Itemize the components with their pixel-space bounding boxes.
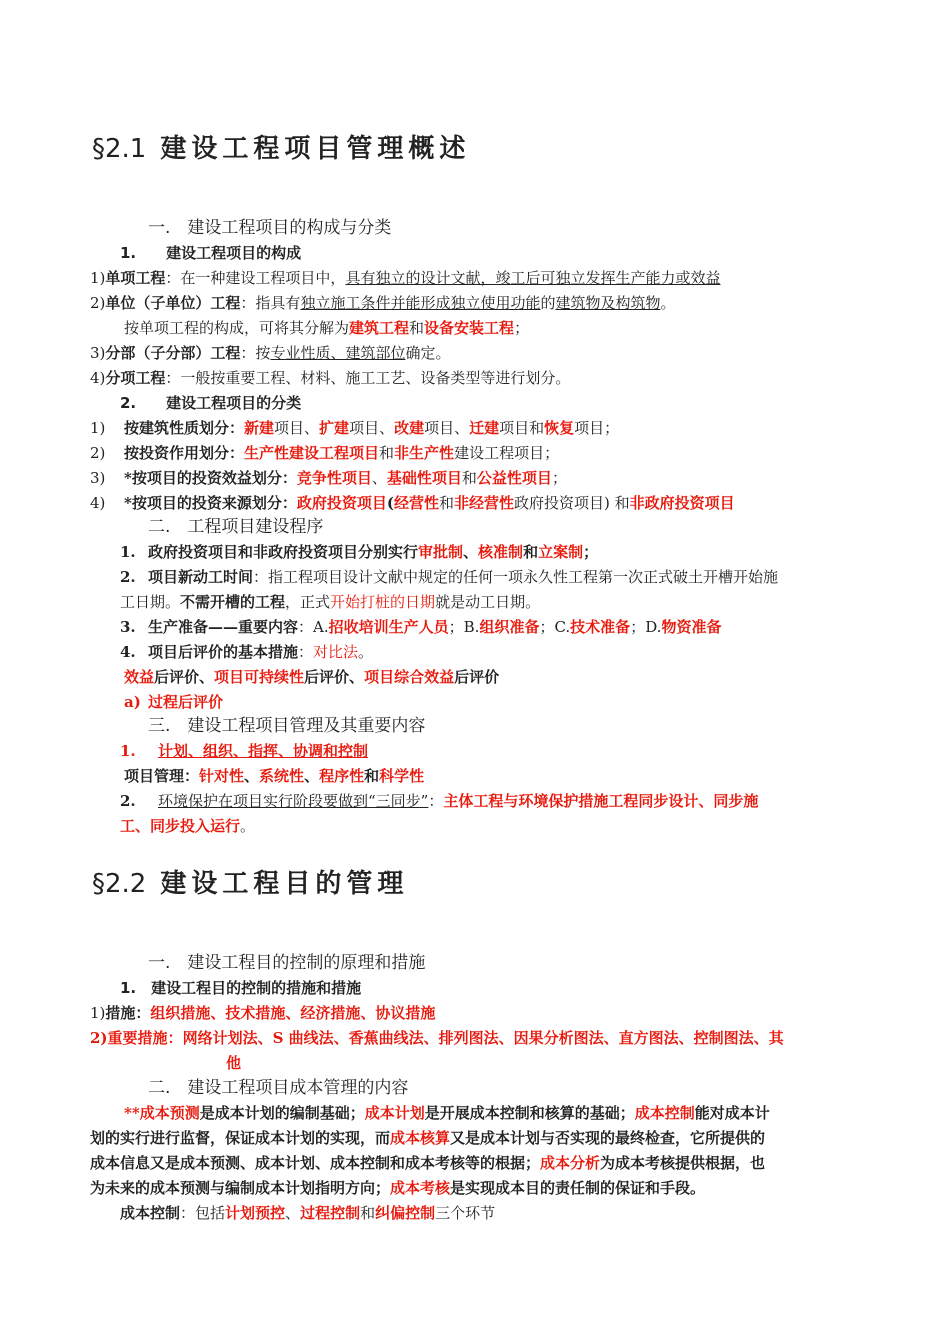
subheading-composition: 1. 建设工程项目的构成 xyxy=(120,244,302,262)
line-single-project: 1)单项工程：在一种建设工程项目中，具有独立的设计文献，竣工后可独立发挥生产能力或效益 xyxy=(90,269,721,287)
line-three-synchronous-cont: 工、同步投入运行。 xyxy=(120,817,256,835)
paragraph-cost-line-2: 划的实行进行监督，保证成本计划的实现，而成本核算又是成本计划与否实现的最终检查，它所提供的 xyxy=(90,1129,766,1147)
line-subitem-project: 4)分项工程：一般按重要工程、材料、施工工艺、设备类型等进行划分。 xyxy=(90,369,571,387)
heading-construction-procedure: 二. 工程项目建设程序 xyxy=(148,517,324,537)
line-decomposition: 按单项工程的构成，可将其分解为建筑工程和设备安装工程； xyxy=(124,319,530,337)
paragraph-cost-line-4: 为未来的成本预测与编制成本计划指明方向；成本考核是实现成本目的责任制的保证和手段。 xyxy=(90,1179,706,1197)
line-unit-project: 2)单位（子单位）工程：指具有独立施工条件并能形成独立使用功能的建筑物及构筑物。 xyxy=(90,294,676,312)
line-management-functions: 1. 计划、组织、指挥、协调和控制 xyxy=(120,742,369,760)
line-classify-source: 4) *按项目的投资来源划分：政府投资项目(经营性和非经营性政府投资项目) 和非政府投资项目 xyxy=(90,494,735,512)
line-post-evaluation: 4. 项目后评价的基本措施：对比法。 xyxy=(120,643,374,661)
line-approval-system: 1. 政府投资项目和非政府投资项目分别实行审批制、核准制和立案制； xyxy=(120,543,599,561)
subheading-classification: 2. 建设工程项目的分类 xyxy=(120,394,302,412)
line-cost-control-stages: 成本控制：包括计划预控、过程控制和纠偏控制三个环节 xyxy=(120,1204,496,1222)
subheading-control-measures: 1. 建设工程目的控制的措施和措施 xyxy=(120,979,362,997)
line-measures: 1)措施：组织措施、技术措施、经济措施、协议措施 xyxy=(90,1004,436,1022)
line-classify-nature: 1) 按建筑性质划分：新建项目、扩建项目、改建项目、迁建项目和恢复项目； xyxy=(90,419,620,437)
line-evaluation-types: 效益后评价、项目可持续性后评价、项目综合效益后评价 xyxy=(124,668,500,686)
line-three-synchronous: 2. 环境保护在项目实行阶段要做到“三同步”：主体工程与环境保护措施工程同步设计、同步施 xyxy=(120,792,759,810)
paragraph-cost-line-1: **成本预测是成本计划的编制基础；成本计划是开展成本控制和核算的基础；成本控制能对成本计 xyxy=(124,1104,770,1122)
heading-target-control: 一. 建设工程目的控制的原理和措施 xyxy=(148,953,426,973)
paragraph-cost-line-3: 成本信息又是成本预测、成本计划、成本控制和成本考核等的根据；成本分析为成本考核提供根据，也 xyxy=(90,1154,766,1172)
heading-cost-management: 二. 建设工程项目成本管理的内容 xyxy=(148,1078,409,1098)
line-production-prep: 3. 生产准备——重要内容：A.招收培训生产人员；B.组织准备；C.技术准备；D.物资准备 xyxy=(120,618,722,636)
line-start-time-cont: 工日期。不需开槽的工程，正式开始打桩的日期就是动工日期。 xyxy=(120,593,541,611)
line-management-features: 项目管理：针对性、系统性、程序性和科学性 xyxy=(124,767,425,785)
line-classify-benefit: 3) *按项目的投资效益划分：竞争性项目、基础性项目和公益性项目； xyxy=(90,469,567,487)
line-main-methods-cont: 他 xyxy=(226,1054,242,1072)
section-2-1-title: §2.1 建设工程项目管理概述 xyxy=(92,134,471,164)
line-main-methods: 2)重要措施：网络计划法、S 曲线法、香蕉曲线法、排列图法、因果分析图法、直方图法、控制图法、其 xyxy=(90,1029,784,1047)
heading-project-management: 三. 建设工程项目管理及其重要内容 xyxy=(148,716,426,736)
line-division-project: 3)分部（子分部）工程：按专业性质、建筑部位确定。 xyxy=(90,344,451,362)
heading-construction-composition: 一. 建设工程项目的构成与分类 xyxy=(148,218,392,238)
line-classify-investment-use: 2) 按投资作用划分：生产性建设工程项目和非生产性建设工程项目； xyxy=(90,444,560,462)
section-2-2-title: §2.2 建设工程目的管理 xyxy=(92,869,409,899)
line-process-evaluation: a) 过程后评价 xyxy=(124,693,224,711)
line-start-time: 2. 项目新动工时间：指工程项目设计文献中规定的任何一项永久性工程第一次正式破土开槽开始施 xyxy=(120,568,779,586)
